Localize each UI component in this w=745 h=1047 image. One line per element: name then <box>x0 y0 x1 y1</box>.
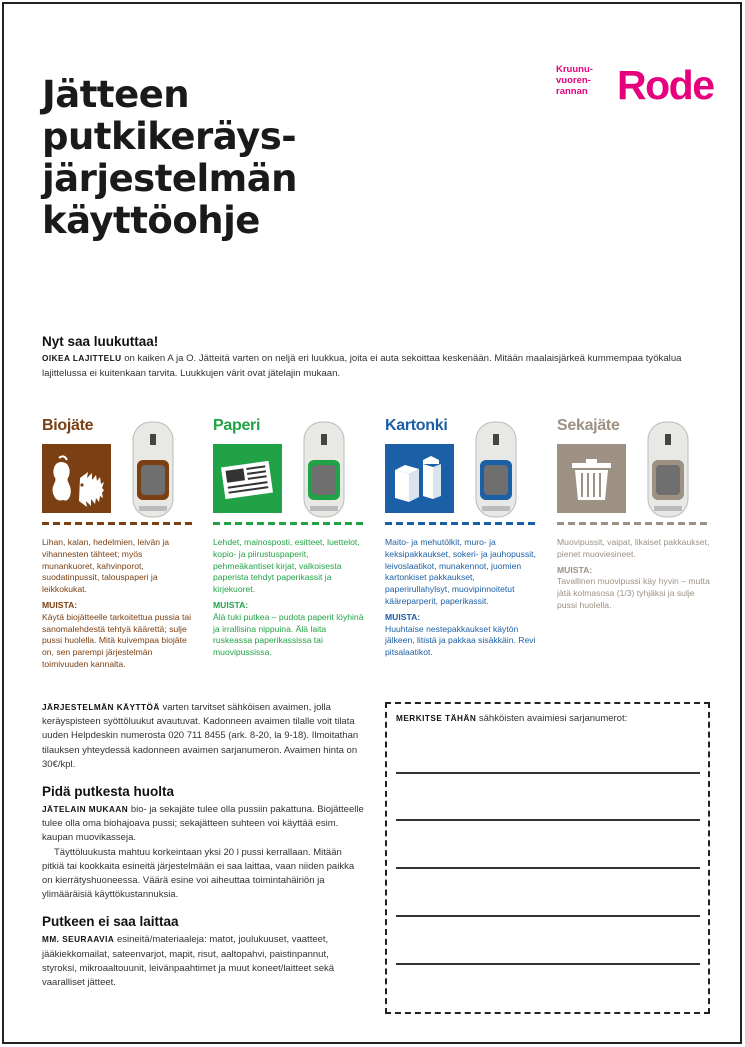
usage-lead: JÄRJESTELMÄN KÄYTTÖÄ <box>42 703 160 712</box>
category-paperi <box>213 414 373 674</box>
category-name: Kartonki <box>385 417 448 434</box>
category-name: Biojäte <box>42 417 94 434</box>
forbidden-lead: MM. SEURAAVIA <box>42 935 115 945</box>
forbidden-text: esineitä/materiaaleja: matot, joulukuuset, vaatteet, jääkiekkomailat, sateenvarjot, mapit, risut, aaltopahvi, paistinpannut, styroksi, mikroaaltouunit, leivänpaahtimet ja muut koneet/laitteet sekä vaaralliset jätteet. <box>42 934 335 989</box>
memo-label: MUISTA: <box>385 611 421 622</box>
category-sekajate <box>557 414 717 674</box>
page-frame <box>2 2 742 1044</box>
title-line: Jätteen <box>42 73 190 116</box>
serial-text: sähköisten avaimiesi sarjanumerot: <box>478 713 628 724</box>
care-text: bio- ja sekajäte tulee olla pussiin pakattuna. Biojätteelle tulee olla oma biohajoava pussi; sekajätteen suhteen voi käyttää esim. kaupan muovikasseja. <box>42 804 364 844</box>
serial-write-line[interactable] <box>396 867 700 869</box>
serial-number-box <box>385 702 710 1014</box>
care-heading: Pidä putkesta huolta <box>42 784 175 800</box>
care-paragraph-2: Täyttöluukusta mahtuu korkeintaan yksi 20 l pussi kerrallaan. Mitään pitkiä tai kookkaita esineitä järjestelmään ei saa laittaa, vaan niiden paikka on kierrätyshuoneessa. Väärä esine voi aiheuttaa toimintahäiriön ja ylimääräisiä käyttökustannuksia. <box>42 846 355 901</box>
divider <box>557 522 709 525</box>
intro-heading: Nyt saa luukuttaa! <box>42 334 159 349</box>
category-text: Lihan, kalan, hedelmien, leivän ja vihannesten tähteet; myös munankuoret, kahvinporot, suodatinpussit, talouspaperi ja leikkokukat. <box>42 537 170 595</box>
logo-wordmark: Rode <box>617 62 714 108</box>
category-description <box>557 537 711 612</box>
serial-lead: MERKITSE TÄHÄN <box>396 714 477 723</box>
serial-box-label <box>396 713 627 724</box>
category-text: Muovipussit, vaipat, likaiset pakkaukset, pienet muoviesineet. <box>557 537 710 559</box>
memo-label: MUISTA: <box>557 564 593 575</box>
carton-boxes-icon <box>385 444 454 513</box>
category-description <box>213 537 367 659</box>
divider <box>42 522 194 525</box>
serial-write-line[interactable] <box>396 915 700 917</box>
instructions-column <box>42 701 364 990</box>
usage-text: varten tarvitset sähköisen avaimen, jolla keräyspisteen syöttöluukut avautuvat. Kadonneen avaimen tilalle voit tilata uuden Helpdeskin numerosta 020 711 8455 (ark. 8-20, la 9-18). Ilmoitathan tilauksen yhteydessä kadonneen avaimen sarjanumeron. Avaimen hinta on 30€/kpl. <box>42 702 359 770</box>
memo-label: MUISTA: <box>213 599 249 610</box>
memo-text: Huuhtaise nestepakkaukset käytön jälkeen, litistä ja pakkaa sisäkkäin. Revi pitsalaatikot. <box>385 623 536 658</box>
category-name: Paperi <box>213 417 261 434</box>
title-line: käyttöohje <box>42 199 260 242</box>
collection-point-icon <box>474 420 518 519</box>
memo-label: MUISTA: <box>42 599 78 610</box>
serial-write-line[interactable] <box>396 819 700 821</box>
divider <box>213 522 365 525</box>
apple-core-fish-bone-icon <box>42 444 111 513</box>
memo-text: Käytä biojätteelle tarkoitettua pussia tai sanomalehdestä tehtyä käärettä; sulje pussi huolella. Mitä kuivempaa biojäte on, sen parempi järjestelmän toimivuuden kannalta. <box>42 611 192 669</box>
category-description <box>42 537 196 671</box>
divider <box>385 522 537 525</box>
title-line: järjestelmän <box>42 157 298 200</box>
memo-text: Tavallinen muovipussi käy hyvin – mutta jätä kolmasosa (1/3) tyhjäksi ja sulje pussi huolella. <box>557 576 710 610</box>
intro-text: on kaiken A ja O. Jätteitä varten on neljä eri luukkua, joita ei auta sekoittaa keskenään. Mitään maalaisjärkeä kummempaa työkalua lajittelussa ei kuitenkaan tarvita. Luukkujen värit ovat jätelajin mukaan. <box>42 353 682 379</box>
forbidden-heading: Putkeen ei saa laittaa <box>42 914 179 930</box>
category-name: Sekajäte <box>557 417 620 434</box>
brand-logo <box>556 64 716 114</box>
care-paragraph <box>42 803 364 846</box>
page-title <box>42 74 297 242</box>
category-kartonki <box>385 414 545 674</box>
newspaper-icon <box>213 444 282 513</box>
forbidden-paragraph <box>42 933 364 990</box>
logo-small-text: Kruunu- vuoren- rannan <box>556 64 593 97</box>
trash-can-icon <box>557 444 626 513</box>
care-lead: JÄTELAIN MUKAAN <box>42 805 129 815</box>
intro-paragraph <box>42 351 712 381</box>
collection-point-icon <box>302 420 346 519</box>
title-line: putkikeräys- <box>42 115 297 158</box>
category-biojate <box>42 414 202 674</box>
serial-write-line[interactable] <box>396 963 700 965</box>
category-text: Lehdet, mainosposti, esitteet, luettelot, kopio- ja piirustuspaperit, pehmeäkantiset kirjat, valkoisesta paperista tehdyt paperikassit ja kirjekuoret. <box>213 537 360 595</box>
category-text: Maito- ja mehutölkit, muro- ja keksipakkaukset, sokeri- ja jauhopussit, leivoslaatikot, munakennot, juomien kartonkiset pakkaukset, paperirullahylsyt, muovipinnoitetut kääreparperit, paperikassit. <box>385 537 536 606</box>
collection-point-icon <box>131 420 175 519</box>
memo-text: Älä tuki putkea – pudota paperit löyhinä ja irrallisina nippuina. Älä laita ruskeassa paperikassissa tai muovipussissa. <box>213 611 364 658</box>
collection-point-icon <box>646 420 690 519</box>
intro-lead: OIKEA LAJITTELU <box>42 354 122 363</box>
serial-write-line[interactable] <box>396 772 700 774</box>
usage-paragraph <box>42 701 364 772</box>
category-description <box>385 537 539 659</box>
